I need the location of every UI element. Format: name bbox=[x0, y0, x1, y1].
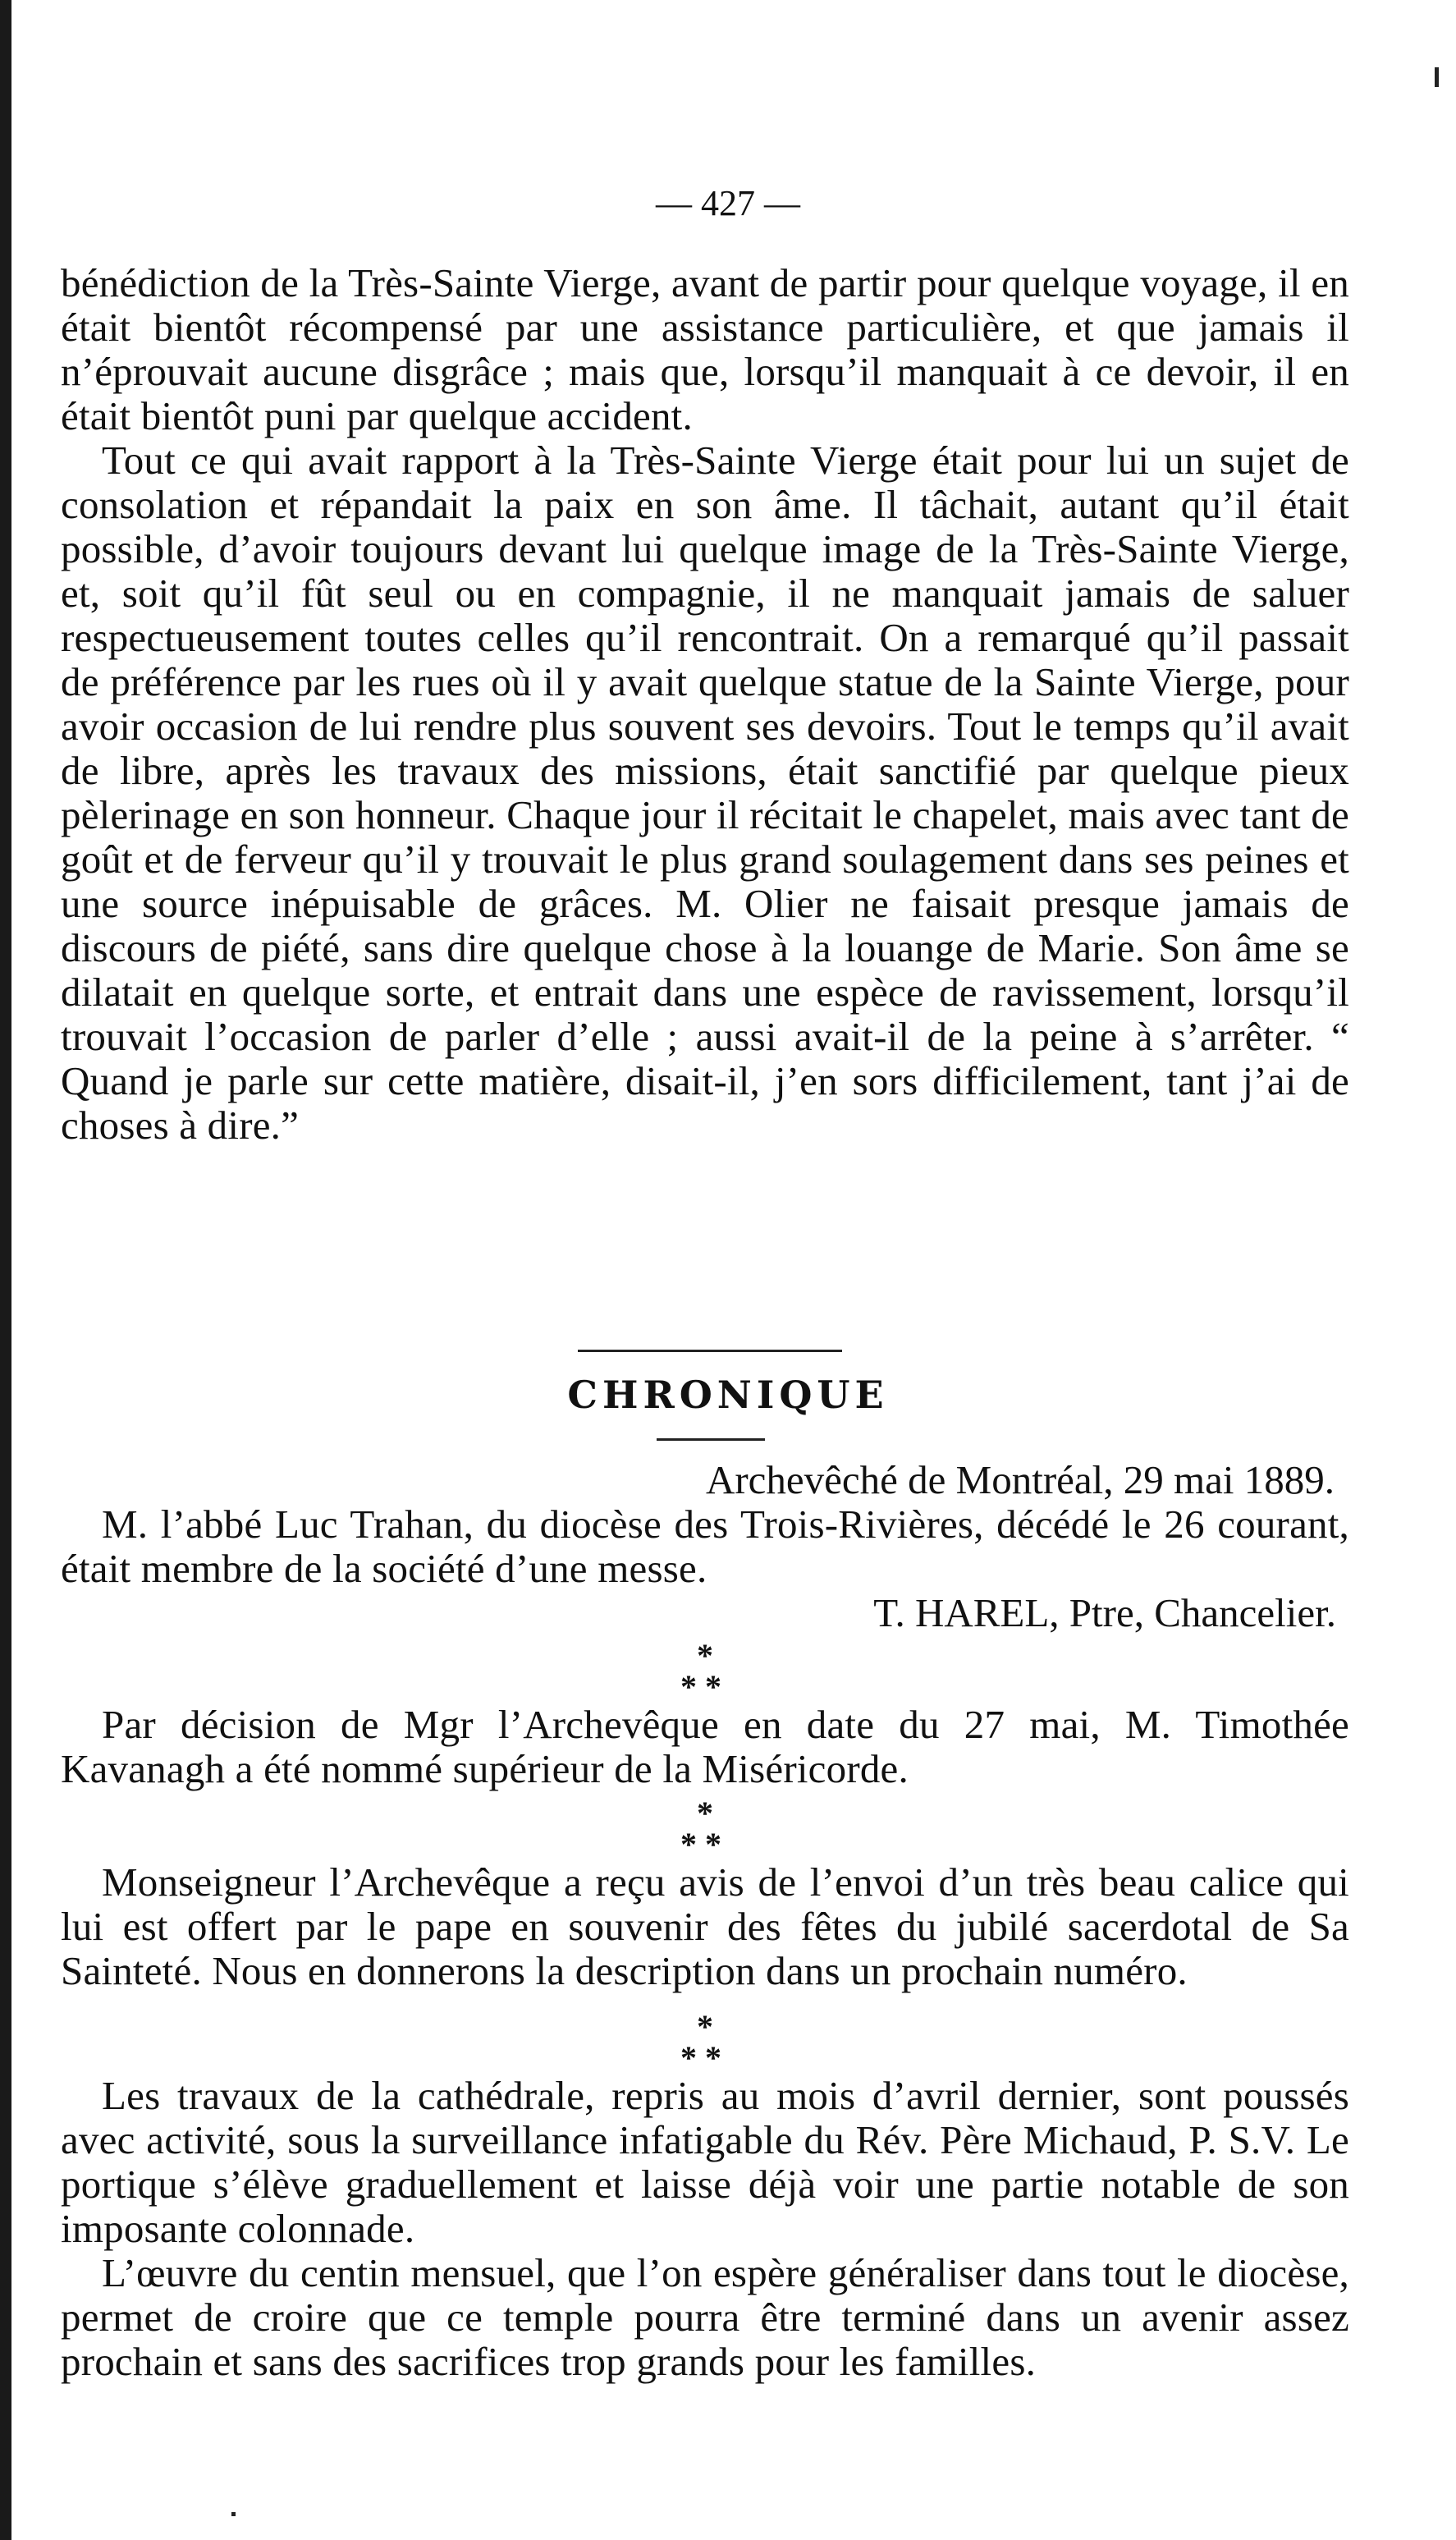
notice-kavanagh: Par décision de Mgr l’Archevêque en date du 27 mai, M. Timothée Kavanagh a été nommé supérieur de la Miséricorde. bbox=[61, 1702, 1349, 1791]
paragraph-tout-ce-qui: Tout ce qui avait rapport à la Très-Sainte Vierge était pour lui un sujet de consolation et répandait la paix en son âme. Il tâchait, autant qu’il était possible, d’avoir toujours devant lui quelque image de la Très-Sainte Vierge, et, soit qu’il fût seul ou en compagnie, il ne manquait jamais de saluer respectueusement toutes celles qu’il rencontrait. On a remarqué qu’il passait de préférence par les rues où il y avait quelque statue de la Sainte Vierge, pour avoir occasion de lui rendre plus souvent ses devoirs. Tout le temps qu’il avait de libre, après les travaux des missions, était sanctifié par quelque pieux pèlerinage en son honneur. Chaque jour il récitait le chapelet, mais avec tant de goût et de ferveur qu’il y trouvait le plus grand soulagement dans ses peines et une source inépuisable de grâces. M. Olier ne faisait presque jamais de discours de piété, sans dire quelque chose à la louange de Marie. Son âme se dilatait en quelque sorte, et entrait dans une espèce de ravissement, lorsqu’il trouvait l’occasion de parler d’elle ; aussi avait-il de la peine à s’arrêter. “ Quand je parle sur cette matière, disait-il, j’en sors difficilement, tant j’ai de choses à dire.” bbox=[61, 438, 1349, 1148]
page-number: — 427 — bbox=[656, 183, 800, 223]
section-divider bbox=[578, 1350, 842, 1352]
signature: T. HAREL, Ptre, Chancelier. bbox=[873, 1590, 1336, 1635]
dateline: Archevêché de Montréal, 29 mai 1889. bbox=[705, 1457, 1335, 1502]
scan-speck bbox=[231, 2512, 236, 2516]
heading-underline bbox=[657, 1438, 765, 1441]
scan-left-edge bbox=[0, 0, 11, 2540]
chronique-block bbox=[61, 1458, 1349, 2384]
main-text-block bbox=[61, 261, 1349, 1148]
notice-cathedrale: Les travaux de la cathédrale, repris au mois d’avril dernier, sont poussés avec activité, sous la surveillance infatigable du Rév. Père Michaud, P. S.V. Le portique s’élève graduellement et laisse déjà voir une partie notable de son imposante colonnade. bbox=[61, 2073, 1349, 2251]
chronique-heading: CHRONIQUE bbox=[567, 1373, 889, 1417]
notice-trahan: M. l’abbé Luc Trahan, du diocèse des Trois-Rivières, décédé le 26 courant, était membre de la société d’une messe. bbox=[61, 1502, 1349, 1591]
asterism-separator: * ** bbox=[680, 2008, 730, 2076]
notice-calice: Monseigneur l’Archevêque a reçu avis de l’envoi d’un très beau calice qui lui est offert par le pape en souvenir des fêtes du jubilé sacerdotal de Sa Sainteté. Nous en donnerons la description dans un prochain numéro. bbox=[61, 1859, 1349, 1993]
scan-speck bbox=[1435, 67, 1439, 87]
paragraph-continuation: bénédiction de la Très-Sainte Vierge, avant de partir pour quelque voyage, il en était bientôt récompensé par une assistance particulière, et que jamais il n’éprouvait aucune disgrâce ; mais que, lorsqu’il manquait à ce devoir, il en était bientôt puni par quelque accident. bbox=[61, 260, 1349, 438]
asterism-separator: * ** bbox=[680, 1795, 730, 1863]
asterism-separator: * ** bbox=[680, 1637, 730, 1705]
notice-centin: L’œuvre du centin mensuel, que l’on espère généraliser dans tout le diocèse, permet de croire que ce temple pourra être terminé dans un avenir assez prochain et sans des sacrifices trop grands pour les familles. bbox=[61, 2250, 1349, 2384]
